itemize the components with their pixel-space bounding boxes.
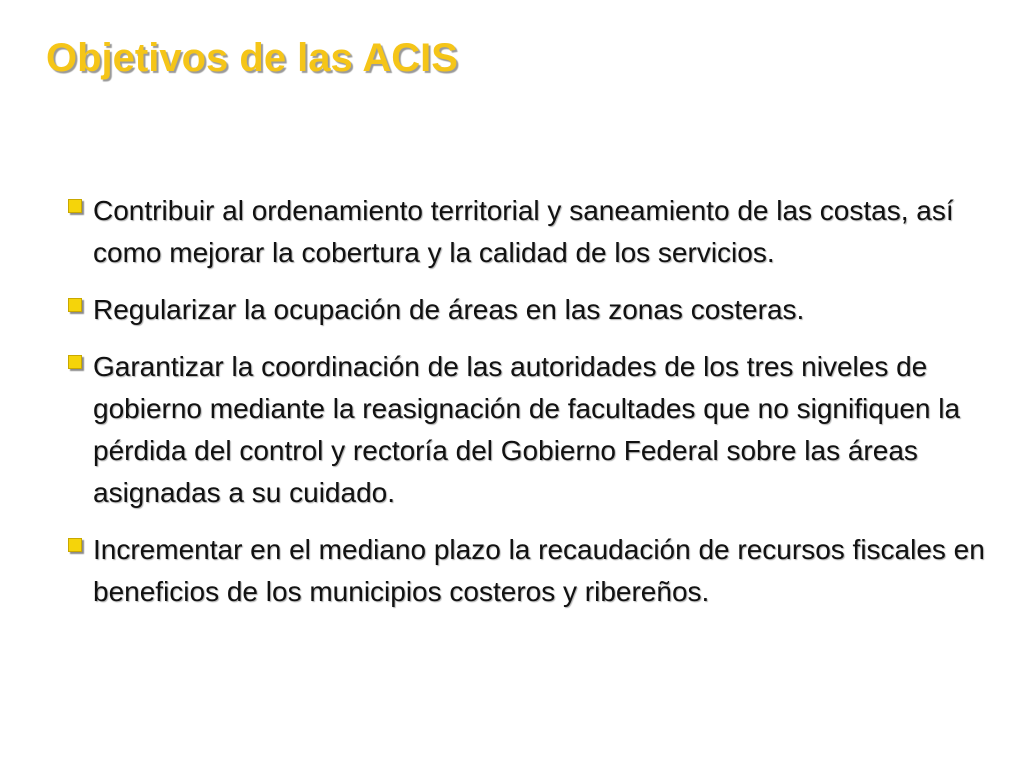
bullet-item: [66, 190, 986, 274]
bullet-text: Contribuir al ordenamiento territorial y saneamiento de las costas, así como mejorar la cobertura y la calidad de los servicios.: [93, 195, 954, 268]
slide-title: Objetivos de las ACIS: [46, 36, 458, 80]
square-bullet-icon: [68, 298, 82, 312]
bullet-item: [66, 529, 986, 613]
bullet-item: [66, 346, 986, 514]
bullet-text: Garantizar la coordinación de las autoridades de los tres niveles de gobierno mediante la reasignación de facultades que no signifiquen la pérdida del control y rectoría del Gobierno Federal sobre las áreas asignadas a su cuidado.: [93, 351, 961, 508]
bullet-text: Regularizar la ocupación de áreas en las zonas costeras.: [93, 294, 805, 325]
square-bullet-icon: [68, 538, 82, 552]
square-bullet-icon: [68, 199, 82, 213]
bullet-text: Incrementar en el mediano plazo la recaudación de recursos fiscales en beneficios de los municipios costeros y ribereños.: [93, 534, 985, 607]
bullet-item: [66, 289, 986, 331]
square-bullet-icon: [68, 355, 82, 369]
bullet-list: [66, 190, 986, 628]
